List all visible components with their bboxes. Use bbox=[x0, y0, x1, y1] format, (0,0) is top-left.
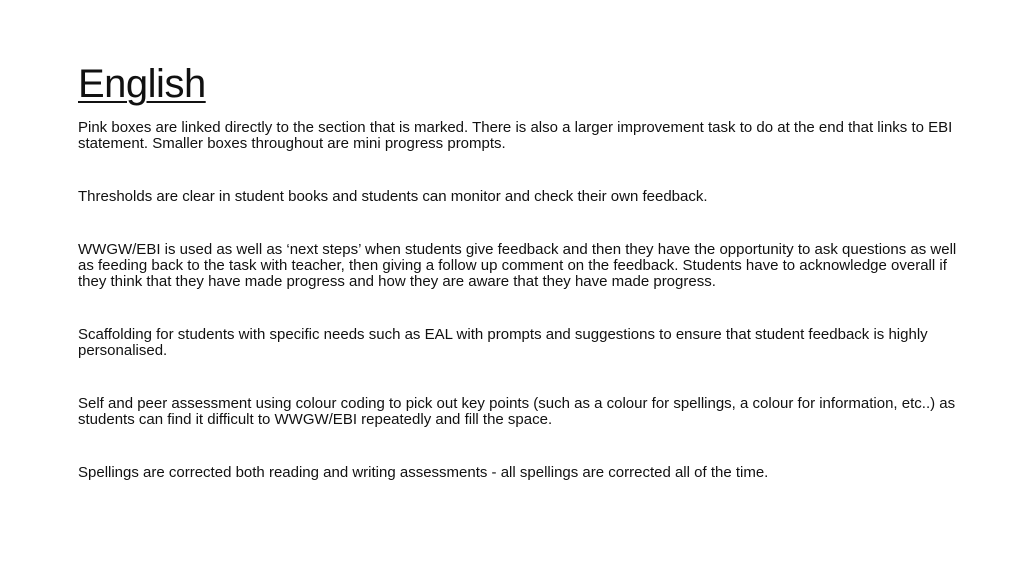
paragraph-self-peer-assessment: Self and peer assessment using colour coding to pick out key points (such as a colour for spellings, a colour for information, etc..) as students can find it difficult to WWGW/EBI repeatedly and fill the space. bbox=[78, 395, 956, 428]
slide-body bbox=[78, 120, 958, 481]
paragraph-wwgw-ebi: WWGW/EBI is used as well as ‘next steps’ when students give feedback and then they have the opportunity to ask questions as well as feeding back to the task with teacher, then giving a follow up comment on the feedback. Students have to acknowledge overall if they think that they have made progress and how they are aware that they have made progress. bbox=[78, 241, 957, 290]
paragraph-scaffolding: Scaffolding for students with specific needs such as EAL with prompts and suggestions to ensure that student feedback is highly personalised. bbox=[78, 326, 928, 359]
paragraph-pink-boxes: Pink boxes are linked directly to the section that is marked. There is also a larger improvement task to do at the end that links to EBI statement. Smaller boxes throughout are mini progress prompts. bbox=[78, 119, 953, 152]
paragraph-thresholds: Thresholds are clear in student books and students can monitor and check their own feedback. bbox=[78, 188, 708, 205]
slide-title: English bbox=[78, 62, 206, 106]
paragraph-spellings: Spellings are corrected both reading and writing assessments - all spellings are corrected all of the time. bbox=[78, 464, 769, 481]
